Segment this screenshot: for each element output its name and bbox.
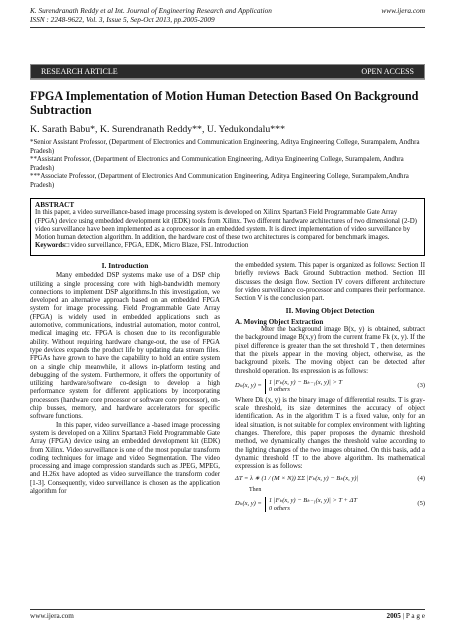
abstract-heading: ABSTRACT bbox=[35, 201, 75, 209]
footer-divider bbox=[30, 609, 425, 610]
subsection-heading: A. Moving Object Extraction bbox=[235, 317, 324, 326]
affiliations bbox=[30, 139, 425, 191]
abstract-box bbox=[30, 198, 425, 256]
eq4-expression: ΔT = λ ∗ (1 / (M × N)) ΣΣ |Fₖ(x, y) − Bₖ(x, y)| bbox=[235, 474, 359, 482]
footer-site[interactable]: www.ijera.com bbox=[30, 612, 74, 620]
then-label: Then bbox=[249, 486, 262, 493]
intro-paragraph-2: In this paper, video surveillance a -based image processing system is developed on a Xilinx Spartan3 Field Programmable Gate Array (FPGA) device using an embedded development kit (EDK) from Xilinx. Video surveillance is one of the most popular transform coding techniques for image and video Segmentation. The video processing and image compression standards such as JPEG, MPEG, and H.26x have adopted as video surveillance the transform coder [1-3]. Consequently, video surveillance is chosen as the application algorithm for bbox=[30, 421, 220, 496]
affiliation-2: **Assistant Professor, (Department of Electronics and Communication Engineering, Aditya Engineering College, Surampalem, Andhra Pradesh) bbox=[30, 156, 404, 172]
eq3-lhs: Dₖ(x, y) = bbox=[235, 382, 262, 390]
running-header bbox=[30, 6, 425, 24]
eq5-lhs: Dₖ(x, y) = bbox=[235, 500, 262, 508]
page-number: 2005 bbox=[386, 612, 401, 620]
eq5-cases bbox=[265, 497, 357, 512]
eq5-case-2: 0 others bbox=[268, 504, 290, 512]
section-heading-detection: II. Moving Object Detection bbox=[285, 306, 375, 316]
article-type: RESEARCH ARTICLE bbox=[41, 67, 118, 76]
access-type: OPEN ACCESS bbox=[361, 67, 414, 76]
journal-citation: K. Surendranath Reddy et al Int. Journal of Engineering Research and Application bbox=[30, 6, 272, 15]
right-column bbox=[235, 262, 425, 515]
eq3-case-1: 1 |Fₖ(x, y) − Bₖ₋₁(x, y)| > T bbox=[268, 378, 343, 386]
keywords-line bbox=[35, 242, 420, 250]
eq4-number: (4) bbox=[417, 474, 425, 482]
eq3-cases bbox=[265, 379, 342, 394]
equation-4 bbox=[235, 475, 425, 483]
issn-line: ISSN : 2248-9622, Vol. 3, Issue 5, Sep-Oct 2013, pp.2005-2009 bbox=[30, 15, 215, 24]
intro-paragraph-1: Many embedded DSP systems make use of a DSP chip utilizing a single processing core with high-bandwidth memory connections to implement DSP algorithms.In this investigation, we developed an alternative approach based on an embedded FPGA system for image processing. Field Programmable Gate Array (FPGA) is widely used in embedded applications such as automotive, communications, industrial automation, motor control, medical imaging etc. FPGA is chosen due to its reconfigurable ability. Without requiring hardware change-out, the use of FPGA type devices expands the product life by updating data stream files. FPGAs have grown to have the capability to hold an entire system on a single chip meanwhile, it allows in-platform testing and debugging of the system. Furthermore, it offers the opportunity of utilizing hardware/software co-design to develop a high performance system for different applications by incorporating processors (hardware core processor or software core processor), on-chip busses, memory, and hardware accelerators for specific software functions. bbox=[30, 272, 220, 421]
author-list: K. Sarath Babu*, K. Surendranath Reddy**, U. Yedukondalu*** bbox=[30, 124, 285, 135]
eq3-case-2: 0 others bbox=[268, 386, 290, 394]
keywords-list: □ video surveillance, FPGA, EDK, Micro Blaze, FSL Introduction bbox=[64, 242, 249, 250]
article-banner bbox=[30, 64, 425, 79]
eq3-number: (3) bbox=[417, 382, 425, 390]
extraction-paragraph: Mter the background image B(x, y) is obtained, subtract the background image B(x,y) from the current frame Fk (x, y). If the pixel difference is greater than the set threshold T , then determines that the pixels appear in the moving object, otherwise, as the background pixels. The moving object can be detected after threshold operation. Its expression is as follows: bbox=[235, 326, 425, 375]
affiliation-3: ***Associate Professor, (Department of Electronics And Communication Engineering, Aditya Engineering College, Surampalem,Andhra Pradesh) bbox=[30, 173, 409, 189]
keywords-label: Keywords bbox=[35, 242, 65, 250]
outline-paragraph: the embedded system. This paper is organized as follows: Section II briefly reviews Back Ground Subtraction method. Section III discusses the design flow. Section IV covers different architecture for video surveillance co-processor and compares their performance. Section V is the conclusion part. bbox=[235, 262, 425, 303]
page-label: | P a g e bbox=[402, 612, 425, 620]
abstract-text: In this paper, a video surveillance-based image processing system is developed on Xilinx Spartan3 Field Programmable Gate Array (FPGA) device using embedded development kit (EDK) tools from Xilinx. Two different hardware architectures of two dimensional (2-D) video surveillance have been implemented as a coprocessor in an embedded system. It is direct implementation of video surveillance by Motion human detection algorithm. In addition, the hardware cost of these two architectures is compared for benchmark images. bbox=[35, 209, 417, 242]
eq5-number: (5) bbox=[417, 500, 425, 508]
paper-title: FPGA Implementation of Motion Human Detection Based On Background Subtraction bbox=[30, 89, 419, 117]
journal-site[interactable]: www.ijera.com bbox=[381, 6, 425, 15]
equation-5 bbox=[235, 497, 425, 512]
page-footer bbox=[30, 612, 425, 620]
threshold-paragraph: Where Dk (x, y) is the binary image of differential results. T is gray-scale threshold, its size determines the accuracy of object identification. As in the algorithm T is a fixed value, only for an ideal situation, is not suitable for complex environment with lighting changes. Therefore, this paper proposes the dynamic threshold method, we dynamically changes the threshold value according to the lighting changes of the two images obtained. On this basis, add a dynamic threshold !T to the above algorithm. Its mathematical expression is as follows: bbox=[235, 396, 425, 471]
header-divider bbox=[30, 27, 425, 28]
left-column bbox=[30, 262, 220, 496]
eq5-case-1: 1 |Fₖ(x, y) − Bₖ₋₁(x, y)| > T + ΔT bbox=[268, 497, 357, 505]
section-heading-intro: I. Introduction bbox=[101, 261, 149, 270]
equation-3 bbox=[235, 379, 425, 394]
affiliation-1: *Senior Assistant Professor, (Department of Electronics and Communication Engineering, Aditya Engineering College, Surampalem, Andhra Pradesh) bbox=[30, 139, 420, 155]
